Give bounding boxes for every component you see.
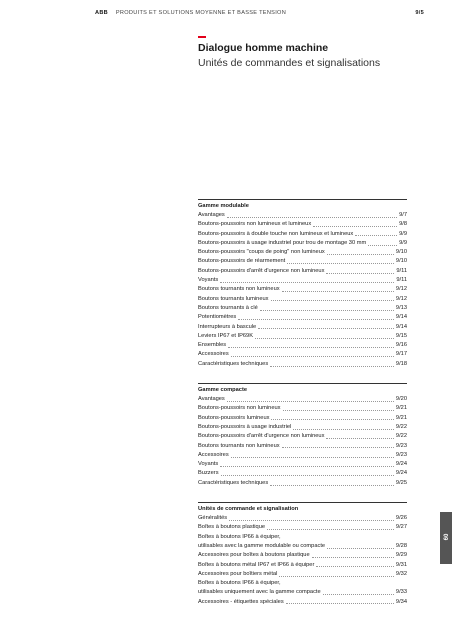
toc-section — [198, 199, 407, 369]
running-header — [95, 10, 424, 22]
toc-entry[interactable] — [198, 257, 407, 266]
entry-label: Boutons-poussoirs "coups de poing" non lumineux — [198, 249, 325, 256]
toc-entry[interactable] — [198, 598, 407, 607]
entry-label: Potentiomètres — [198, 314, 237, 321]
dot-leader — [271, 419, 393, 420]
table-of-contents — [198, 199, 407, 621]
entry-page: 9/27 — [395, 524, 407, 531]
dot-leader — [231, 457, 394, 458]
entry-page: 9/7 — [399, 212, 407, 218]
entry-label: Voyants — [198, 277, 219, 284]
entry-page: 9/26 — [395, 515, 407, 522]
toc-entry[interactable] — [198, 360, 407, 369]
dot-leader — [270, 485, 394, 486]
entry-label: Voyants — [198, 461, 219, 468]
entry-label: Avantages — [198, 396, 225, 403]
entry-label: utilisables avec la gamme modulable ou compacte — [198, 542, 326, 549]
entry-page: 9/24 — [395, 461, 407, 468]
page-title: Dialogue homme machine — [198, 42, 329, 54]
dot-leader — [231, 356, 394, 357]
toc-entry[interactable] — [198, 230, 407, 239]
dot-leader — [293, 429, 394, 430]
toc-entry[interactable] — [198, 414, 407, 423]
dot-leader — [227, 401, 394, 402]
dot-leader — [228, 347, 394, 348]
chapter-tab-label: 09 — [441, 533, 448, 541]
entry-page: 9/11 — [396, 267, 407, 274]
entry-page: 9/18 — [395, 360, 407, 367]
entry-label: Boutons-poussoirs à double touche non lumineux et lumineux — [198, 230, 354, 237]
dot-leader — [282, 447, 394, 448]
entry-page: 9/33 — [395, 589, 407, 596]
entry-page: 9/24 — [395, 470, 407, 477]
entry-page: 9/34 — [395, 598, 407, 605]
dot-leader — [286, 603, 394, 604]
dot-leader — [260, 310, 394, 311]
dot-leader — [227, 217, 397, 218]
dot-leader — [270, 366, 394, 367]
entry-label: Boutons tournants non lumineux — [198, 286, 280, 293]
dot-leader — [221, 475, 394, 476]
section-title: Gamme modulable — [198, 203, 249, 209]
entry-label: Accessoires pour boîtiers métal — [198, 570, 278, 577]
entry-label: Avantages — [198, 212, 225, 218]
toc-entry[interactable] — [198, 341, 407, 350]
dot-leader — [220, 282, 394, 283]
page-subtitle: Unités de commandes et signalisations — [198, 57, 381, 69]
dot-leader — [316, 566, 394, 567]
toc-entry[interactable] — [198, 404, 407, 413]
entry-label: Caractéristiques techniques — [198, 479, 269, 486]
dot-leader — [355, 235, 397, 236]
entry-page: 9/13 — [395, 304, 407, 311]
entry-label: Boutons-poussoirs à usage industriel — [198, 423, 292, 430]
dot-leader — [326, 273, 394, 274]
dot-leader — [283, 410, 394, 411]
entry-label: Buzzers — [198, 470, 219, 477]
entry-page: 9/23 — [395, 451, 407, 458]
toc-entry[interactable] — [198, 542, 407, 551]
toc-entry[interactable] — [198, 313, 407, 322]
toc-entry[interactable] — [198, 514, 407, 523]
entry-page: 9/22 — [395, 433, 407, 440]
toc-entry[interactable] — [198, 432, 407, 441]
entry-label: Boutons-poussoirs lumineux — [198, 414, 270, 421]
entry-label: Boutons tournants non lumineux — [198, 442, 280, 449]
dot-leader — [326, 438, 393, 439]
toc-entry[interactable] — [198, 533, 407, 542]
entry-label: Boutons-poussoirs d'arrêt d'urgence non lumineux — [198, 267, 325, 274]
entry-page: 9/32 — [395, 570, 407, 577]
dot-leader — [267, 529, 394, 530]
entry-page: 9/15 — [395, 332, 407, 339]
entry-page: 9/25 — [395, 479, 407, 486]
dot-leader — [279, 576, 394, 577]
entry-page: 9/16 — [395, 342, 407, 349]
entry-label: Accessoires — [198, 351, 229, 358]
dot-leader — [255, 338, 394, 339]
toc-entry[interactable] — [198, 561, 407, 570]
toc-entry[interactable] — [198, 332, 407, 341]
toc-entry[interactable] — [198, 248, 407, 257]
entry-page: 9/21 — [395, 405, 407, 412]
entry-page: 9/10 — [395, 258, 407, 265]
dot-leader — [327, 548, 394, 549]
toc-entry[interactable] — [198, 323, 407, 332]
entry-page: 9/10 — [395, 249, 407, 256]
entry-label: Interrupteurs à bascule — [198, 323, 257, 330]
dot-leader — [313, 226, 397, 227]
toc-entry[interactable] — [198, 211, 407, 220]
toc-entry[interactable] — [198, 267, 407, 276]
header-text: PRODUITS ET SOLUTIONS MOYENNE ET BASSE TENSION — [115, 10, 287, 16]
entry-label: Boutons tournants à clé — [198, 304, 258, 311]
entry-label: Boîtes à boutons IP66 à équiper, — [198, 533, 281, 540]
dot-leader — [282, 291, 394, 292]
section-title: Unités de commande et signalisation — [198, 506, 299, 513]
entry-page: 9/29 — [395, 552, 407, 559]
chapter-tab[interactable] — [440, 512, 452, 564]
entry-label: Accessoires pour boîtes à boutons plastique — [198, 552, 310, 559]
entry-label: Boutons tournants lumineux — [198, 295, 269, 302]
toc-entry[interactable] — [198, 276, 407, 285]
toc-section — [198, 502, 407, 607]
entry-label: Ensembles — [198, 342, 227, 349]
toc-section — [198, 383, 407, 488]
entry-label: Boîtes à boutons plastique — [198, 524, 266, 531]
entry-page: 9/21 — [395, 414, 407, 421]
toc-entry[interactable] — [198, 579, 407, 588]
entry-page: 9/11 — [396, 277, 407, 284]
entry-page: 9/14 — [395, 323, 407, 330]
entry-label: Boutons-poussoirs d'arrêt d'urgence non lumineux — [198, 433, 325, 440]
entry-page: 9/31 — [395, 561, 407, 568]
entry-label: Accessoires - étiquettes spéciales — [198, 598, 284, 605]
toc-entry[interactable] — [198, 239, 407, 248]
dot-leader — [271, 300, 394, 301]
dot-leader — [323, 594, 394, 595]
toc-entry[interactable] — [198, 350, 407, 359]
dot-leader — [327, 254, 394, 255]
entry-page: 9/12 — [395, 286, 407, 293]
toc-entry[interactable] — [198, 295, 407, 304]
toc-entry[interactable] — [198, 523, 407, 532]
toc-entry[interactable] — [198, 423, 407, 432]
toc-entry[interactable] — [198, 588, 407, 597]
entry-label: Boutons-poussoirs de réarmement — [198, 258, 286, 265]
toc-entry[interactable] — [198, 469, 407, 478]
entry-label: Boîtes à boutons métal IP67 et IP66 à équiper — [198, 561, 315, 568]
toc-entry[interactable] — [198, 451, 407, 460]
section-title: Gamme compacte — [198, 387, 247, 394]
dot-leader — [368, 245, 397, 246]
entry-page: 9/22 — [395, 423, 407, 430]
entry-label: Généralités — [198, 515, 228, 522]
toc-entry[interactable] — [198, 460, 407, 469]
toc-entry[interactable] — [198, 442, 407, 451]
entry-label: Caractéristiques techniques — [198, 360, 269, 367]
entry-page: 9/17 — [395, 351, 407, 358]
entry-page: 9/28 — [395, 542, 407, 549]
toc-entry[interactable] — [198, 551, 407, 560]
toc-entry[interactable] — [198, 395, 407, 404]
entry-page: 9/12 — [395, 295, 407, 302]
toc-entry[interactable] — [198, 479, 407, 488]
page-number: 9/5 — [415, 10, 424, 16]
toc-entry[interactable] — [198, 304, 407, 313]
dot-leader — [220, 466, 394, 467]
dot-leader — [312, 557, 394, 558]
dot-leader — [258, 328, 394, 329]
dot-leader — [238, 319, 394, 320]
accent-bar — [198, 36, 206, 38]
entry-page: 9/8 — [399, 221, 407, 228]
brand-logo: ABB — [95, 10, 109, 16]
entry-label: Boutons-poussoirs non lumineux et lumineux — [198, 221, 312, 228]
toc-entry[interactable] — [198, 285, 407, 294]
entry-label: Leviers IP67 et IP69K — [198, 332, 254, 339]
toc-entry[interactable] — [198, 220, 407, 229]
entry-page: 9/14 — [395, 314, 407, 321]
dot-leader — [287, 263, 394, 264]
entry-label: Boutons-poussoirs à usage industriel pour trou de montage 30 mm — [198, 239, 367, 246]
entry-page: 9/20 — [395, 396, 407, 403]
entry-page: 9/23 — [395, 442, 407, 449]
toc-entry[interactable] — [198, 570, 407, 579]
entry-label: Accessoires — [198, 451, 229, 458]
entry-page: 9/9 — [399, 230, 407, 237]
entry-label: Boutons-poussoirs non lumineux — [198, 405, 281, 412]
entry-label: utilisables uniquement avec la gamme compacte — [198, 589, 321, 596]
entry-label: Boîtes à boutons IP66 à équiper, — [198, 580, 281, 587]
entry-page: 9/9 — [399, 239, 407, 246]
dot-leader — [229, 520, 394, 521]
